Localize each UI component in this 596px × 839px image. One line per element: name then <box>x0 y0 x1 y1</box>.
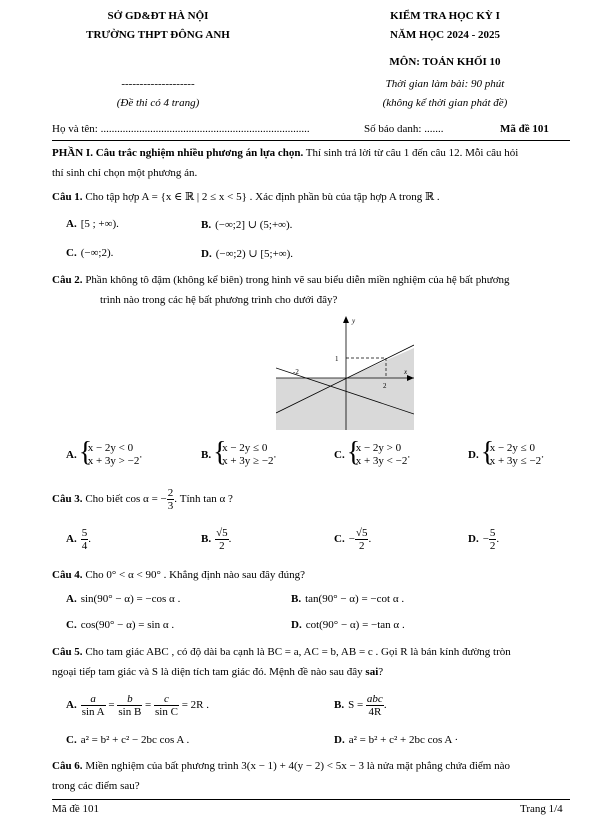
student-name-field[interactable]: Họ và tên: ............................................................................ <box>52 123 310 135</box>
q5-option-b[interactable]: B. S = $\frac{\text{abc}}{4R}$ . <box>334 693 387 718</box>
q5-label: Câu 5. <box>52 646 83 658</box>
q2-b-ineq-2: x + 3y ≥ −2 <box>222 455 274 467</box>
q3-option-b[interactable]: B. $\frac{√5}{2}$ . <box>201 527 232 552</box>
q2-option-a[interactable]: A.{ x − 2y < 0 x + 3y > −2. <box>66 442 142 468</box>
q4-option-b[interactable]: B. tan(90° − α) = −cot α . <box>291 593 405 605</box>
q1-option-c[interactable]: C. (−∞;2). <box>66 247 114 259</box>
exam-title: KIỂM TRA HỌC KỲ I <box>390 10 500 22</box>
q4-a-text: sin(90° − α) = −cos α . <box>80 593 181 605</box>
q5-b-pre: S = <box>348 699 366 712</box>
q2-b-ineq-1: x − 2y ≤ 0 <box>222 442 268 454</box>
footer-page-number: Trang 1/4 <box>520 803 563 815</box>
q2-c-ineq-1: x − 2y > 0 <box>355 442 402 454</box>
q1-text: Cho tập hợp A = {x ∈ ℝ | 2 ≤ x < 5} . Xác định phần bù của tập hợp A trong ℝ . <box>82 191 440 203</box>
q5-text-2c: ? <box>378 666 384 678</box>
candidate-number-field[interactable]: Số báo danh: ....... <box>364 123 444 135</box>
q4-label: Câu 4. <box>52 569 83 581</box>
question-5 <box>52 642 572 682</box>
q2-c-ineq-2: x + 3y < −2 <box>355 455 408 467</box>
q4-text: Cho 0° < α < 90° . Khẳng định nào sau đây đúng? <box>82 569 306 581</box>
q5-option-d[interactable]: D. a² = b² + c² + 2bc cos A · <box>334 734 459 746</box>
page-count-note: (Đề thi có 4 trang) <box>116 97 200 109</box>
q1-a-text: [5 ; +∞). <box>80 218 119 230</box>
q3-a-den: 4 <box>81 540 88 552</box>
q3-d-den: 2 <box>489 540 496 552</box>
q3-d-num: 5 <box>489 527 496 539</box>
q2-a-system <box>81 442 140 468</box>
time-note: (không kể thời gian phát đề) <box>382 97 508 109</box>
q2-label: Câu 2. <box>52 274 83 286</box>
q6-label: Câu 6. <box>52 760 83 772</box>
q2-d-ineq-2: x + 3y ≤ −2 <box>489 455 542 467</box>
q3-c-num: √5 <box>355 527 368 539</box>
q3-text-a: Cho biết cos α = − <box>82 493 167 506</box>
q2-a-ineq-1: x − 2y < 0 <box>87 442 134 454</box>
exam-code: Mã đề 101 <box>500 123 549 135</box>
y-axis-label: y <box>352 317 356 325</box>
q5-a-n2: b <box>117 693 142 706</box>
q5-d-text: a² = b² + c² + 2bc cos A · <box>348 734 459 746</box>
q3-option-c[interactable]: C. − $\frac{√5}{2}$ . <box>334 527 372 552</box>
tick-2: 2 <box>383 382 387 390</box>
q3-option-a[interactable]: A. $\frac{5}{4}$ . <box>66 527 91 552</box>
question-4 <box>52 565 572 585</box>
q2-b-system <box>215 442 273 468</box>
footer-exam-code: Mã đề 101 <box>52 803 100 815</box>
q4-c-text: cos(90° − α) = sin α . <box>80 619 175 631</box>
q6-text-1: Miền nghiệm của bất phương trình 3(x − 1) + 4(y − 2) < 5x − 3 là nửa mặt phẳng chứa điểm nào <box>82 760 510 772</box>
q2-c-system <box>349 442 408 468</box>
q1-option-b[interactable]: B. (−∞;2] ∪ (5;+∞). <box>201 219 293 231</box>
q3-b-den: 2 <box>219 540 225 552</box>
q1-d-text: (−∞;2) ∪ [5;+∞). <box>215 248 294 260</box>
q5-b-den: 4R <box>368 706 382 718</box>
q1-option-d[interactable]: D. (−∞;2) ∪ [5;+∞). <box>201 248 294 260</box>
q3-text-b: . Tính tan α ? <box>174 493 233 506</box>
part1-desc-2: thí sinh chỉ chọn một phương án. <box>52 167 198 179</box>
q5-a-n1: a <box>81 693 106 706</box>
q2-text-1: Phần không tô đậm (không kể biên) trong hình vẽ sau biểu diễn miền nghiệm của hệ bất phương <box>82 274 510 286</box>
q5-text-2b: sai <box>365 666 379 678</box>
q1-label: Câu 1. <box>52 191 83 203</box>
tick-1: 1 <box>335 355 339 363</box>
q5-option-a[interactable]: A. $\frac{a}{\text{sin A}}$ = $\frac{b}{\text{sin B}}$ = $\frac{c}{\text{sin C}}$ = 2R . <box>66 693 209 718</box>
q5-b-num: abc <box>366 693 383 705</box>
q5-a-tail: = 2R . <box>181 699 209 712</box>
q6-text-2: trong các điểm sau? <box>52 780 140 792</box>
school-year: NĂM HỌC 2024 - 2025 <box>390 29 500 41</box>
q5-text-2a: ngoại tiếp tam giác và S là diện tích tam giác đó. Mệnh đề nào sau đây <box>52 666 366 678</box>
part1-desc-1: Thí sinh trả lời từ câu 1 đến câu 12. Mỗi câu hỏi <box>303 147 519 159</box>
q2-d-ineq-1: x − 2y ≤ 0 <box>489 442 535 454</box>
q4-d-text: cot(90° − α) = −tan α . <box>305 619 405 631</box>
footer-divider <box>52 799 570 800</box>
q5-a-d3: sin C <box>155 706 178 718</box>
q2-option-d[interactable]: D.{ x − 2y ≤ 0 x + 3y ≤ −2. <box>468 442 544 468</box>
q3-option-d[interactable]: D. − $\frac{5}{2}$ . <box>468 527 500 552</box>
time-allowed: Thời gian làm bài: 90 phút <box>385 78 505 90</box>
q2-d-system <box>483 442 541 468</box>
q4-option-a[interactable]: A. sin(90° − α) = −cos α . <box>66 593 181 605</box>
q1-b-text: (−∞;2] ∪ (5;+∞). <box>215 219 293 231</box>
q5-c-text: a² = b² + c² − 2bc cos A . <box>80 734 190 746</box>
question-1 <box>52 187 572 207</box>
q1-option-a[interactable]: A. [5 ; +∞). <box>66 218 119 230</box>
subject: MÔN: TOÁN KHỐI 10 <box>389 56 501 68</box>
department-name: SỞ GD&ĐT HÀ NỘI <box>107 10 209 22</box>
q4-option-c[interactable]: C. cos(90° − α) = sin α . <box>66 619 175 631</box>
q5-a-d1: sin A <box>81 706 105 718</box>
school-name: TRƯỜNG THPT ĐÔNG ANH <box>86 29 230 41</box>
q2-a-ineq-2: x + 3y > −2 <box>87 455 140 467</box>
part1-instructions <box>52 143 572 183</box>
q2-option-c[interactable]: C.{ x − 2y > 0 x + 3y < −2. <box>334 442 410 468</box>
header-dashes: -------------------- <box>121 78 195 90</box>
q4-option-d[interactable]: D. cot(90° − α) = −tan α . <box>291 619 405 631</box>
question-2 <box>52 270 572 310</box>
part1-title: PHẦN I. Câu trắc nghiệm nhiều phương án lựa chọn. <box>52 147 304 159</box>
tick-minus-2: -2 <box>293 368 299 376</box>
q2-option-b[interactable]: B.{ x − 2y ≤ 0 x + 3y ≥ −2. <box>201 442 276 468</box>
q5-a-n3: c <box>154 693 179 706</box>
q5-text-1: Cho tam giác ABC , có độ dài ba cạnh là BC = a, AC = b, AB = c . Gọi R là bán kính đường tròn <box>82 646 511 658</box>
q4-b-text: tan(90° − α) = −cot α . <box>305 593 405 605</box>
q5-a-d2: sin B <box>118 706 142 718</box>
q2-text-2: trình nào trong các hệ bất phương trình cho dưới đây? <box>100 294 338 306</box>
q2-region-graph <box>276 314 414 430</box>
header-divider <box>52 140 570 141</box>
x-axis-label: x <box>404 368 408 376</box>
q1-c-text: (−∞;2). <box>80 247 114 259</box>
q3-label: Câu 3. <box>52 493 83 506</box>
question-3 <box>52 487 233 512</box>
q3-a-num: 5 <box>81 527 88 539</box>
q3-fraction: $\frac{2}{3}$ <box>167 487 174 512</box>
q3-c-den: 2 <box>358 540 365 552</box>
q3-b-num: √5 <box>216 527 228 539</box>
q5-option-c[interactable]: C. a² = b² + c² − 2bc cos A . <box>66 734 190 746</box>
question-6 <box>52 756 572 796</box>
